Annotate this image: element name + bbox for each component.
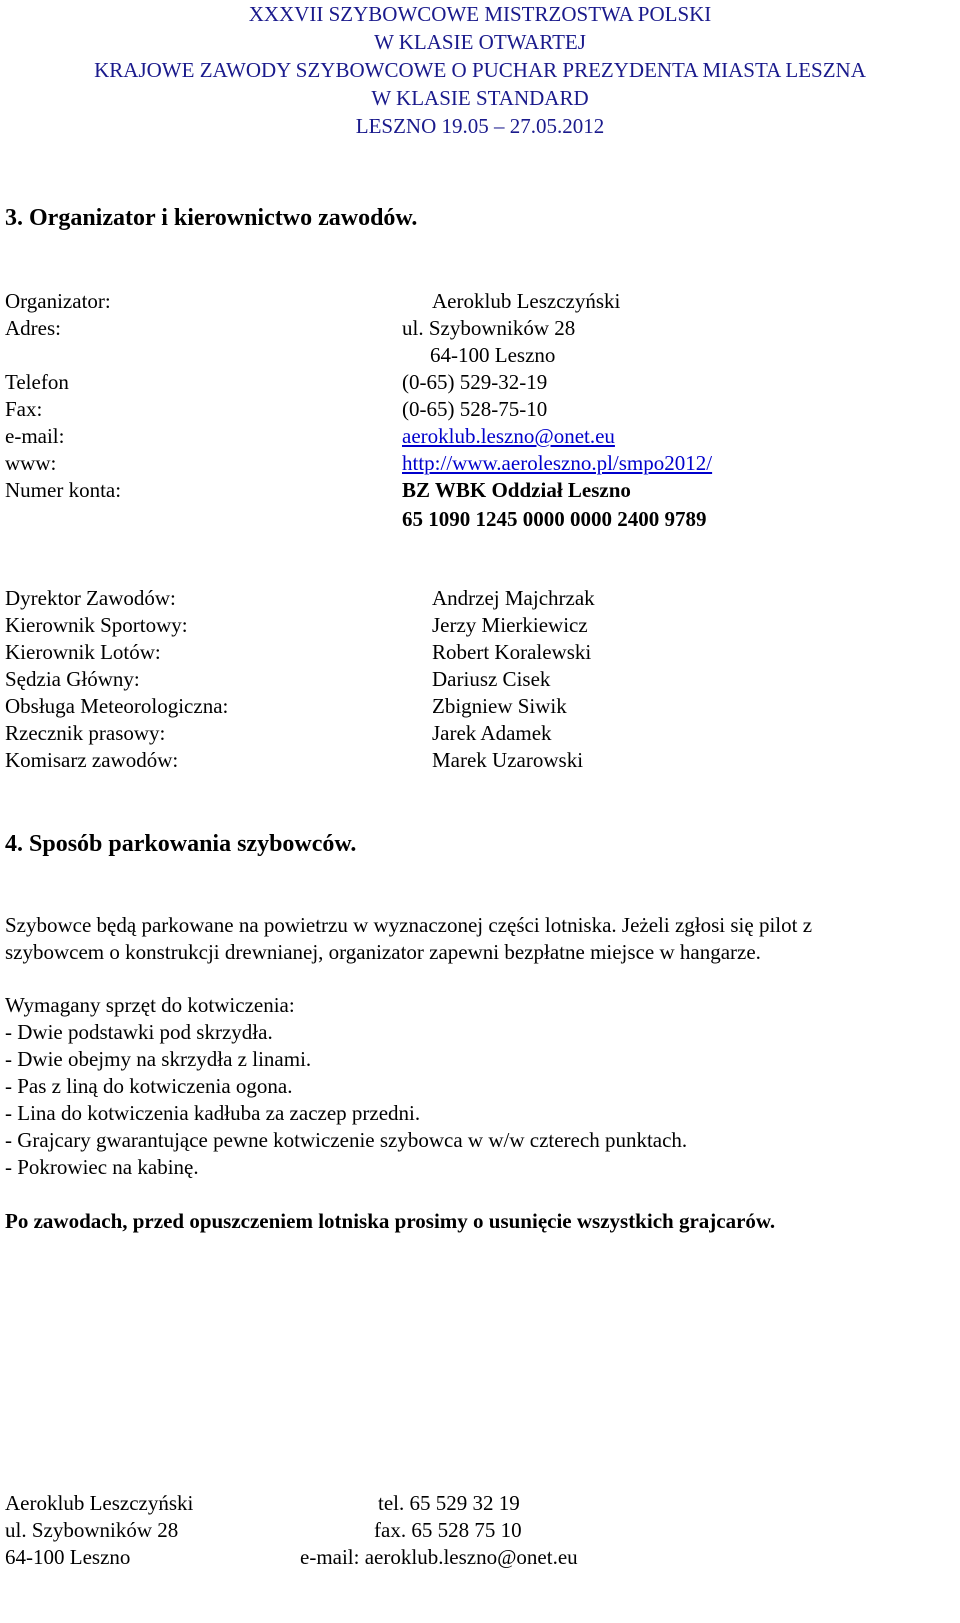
equipment-item: - Lina do kotwiczenia kadłuba za zaczep przedni. (5, 1101, 421, 1125)
organizer-value: Aeroklub Leszczyński (432, 289, 621, 313)
footer-fax: fax. 65 528 75 10 (374, 1518, 522, 1542)
account-label: Numer konta: (5, 478, 122, 502)
address-line-1: ul. Szybowników 28 (402, 316, 576, 340)
email-row (0, 422, 960, 450)
address-row-2 (0, 341, 960, 369)
staff-name: Dariusz Cisek (432, 667, 551, 691)
footer-name: Aeroklub Leszczyński (5, 1491, 194, 1515)
address-label: Adres: (5, 316, 61, 340)
fax-label: Fax: (5, 397, 43, 421)
equipment-item: - Grajcary gwarantujące pewne kotwiczenie szybowca w w/w czterech punktach. (5, 1128, 688, 1152)
closing-note: Po zawodach, przed opuszczeniem lotniska prosimy o usunięcie wszystkich grajcarów. (5, 1209, 776, 1233)
www-link[interactable]: http://www.aeroleszno.pl/smpo2012/ (402, 451, 713, 475)
header-line-2: W KLASIE OTWARTEJ (374, 30, 586, 54)
staff-role: Obsługa Meteorologiczna: (5, 694, 229, 718)
www-row (0, 449, 960, 477)
staff-row (0, 611, 960, 639)
organizer-label: Organizator: (5, 289, 111, 313)
phone-value: (0-65) 529-32-19 (402, 370, 548, 394)
footer-row-2 (0, 1516, 960, 1544)
account-number: 65 1090 1245 0000 0000 2400 9789 (402, 507, 707, 531)
header-line-1: XXXVII SZYBOWCOWE MISTRZOSTWA POLSKI (248, 2, 712, 26)
staff-row (0, 638, 960, 666)
staff-role: Kierownik Lotów: (5, 640, 161, 664)
footer-city: 64-100 Leszno (5, 1545, 131, 1569)
account-bank: BZ WBK Oddział Leszno (402, 478, 631, 502)
staff-row (0, 692, 960, 720)
paragraph-line-1: Szybowce będą parkowane na powietrzu w wyznaczonej części lotniska. Jeżeli zgłosi się pilot z (5, 913, 813, 937)
staff-role: Dyrektor Zawodów: (5, 586, 176, 610)
staff-row (0, 719, 960, 747)
equipment-title: Wymagany sprzęt do kotwiczenia: (5, 993, 295, 1017)
phone-label: Telefon (5, 370, 69, 394)
document-header (0, 0, 960, 140)
email-link[interactable]: aeroklub.leszno@onet.eu (402, 424, 615, 448)
footer-email: e-mail: aeroklub.leszno@onet.eu (300, 1545, 578, 1569)
staff-name: Andrzej Majchrzak (432, 586, 595, 610)
staff-role: Rzecznik prasowy: (5, 721, 166, 745)
footer-tel: tel. 65 529 32 19 (378, 1491, 520, 1515)
header-line-3: KRAJOWE ZAWODY SZYBOWCOWE O PUCHAR PREZYDENTA MIASTA LESZNA (94, 58, 866, 82)
staff-row (0, 746, 960, 774)
footer-street: ul. Szybowników 28 (5, 1518, 179, 1542)
fax-row (0, 395, 960, 423)
section-3-title: 3. Organizator i kierownictwo zawodów. (5, 205, 418, 231)
equipment-item: - Pas z liną do kotwiczenia ogona. (5, 1074, 293, 1098)
staff-role: Komisarz zawodów: (5, 748, 179, 772)
staff-role: Sędzia Główny: (5, 667, 140, 691)
header-line-4: W KLASIE STANDARD (371, 86, 589, 110)
footer-row-3 (0, 1543, 960, 1571)
equipment-item: - Dwie obejmy na skrzydła z linami. (5, 1047, 312, 1071)
account-number-row (0, 505, 960, 533)
header-line-5: LESZNO 19.05 – 27.05.2012 (355, 114, 605, 138)
organizer-row (0, 287, 960, 315)
www-label: www: (5, 451, 57, 475)
equipment-item: - Pokrowiec na kabinę. (5, 1155, 199, 1179)
phone-row (0, 368, 960, 396)
staff-name: Jerzy Mierkiewicz (432, 613, 588, 637)
staff-name: Robert Koralewski (432, 640, 592, 664)
staff-row (0, 665, 960, 693)
equipment-item: - Dwie podstawki pod skrzydła. (5, 1020, 273, 1044)
staff-name: Marek Uzarowski (432, 748, 584, 772)
staff-role: Kierownik Sportowy: (5, 613, 188, 637)
account-row (0, 476, 960, 504)
staff-name: Zbigniew Siwik (432, 694, 567, 718)
email-label: e-mail: (5, 424, 65, 448)
staff-row (0, 584, 960, 612)
paragraph-line-2: szybowcem o konstrukcji drewnianej, organizator zapewni bezpłatne miejsce w hangarze. (5, 940, 761, 964)
fax-value: (0-65) 528-75-10 (402, 397, 548, 421)
staff-name: Jarek Adamek (432, 721, 552, 745)
address-row (0, 314, 960, 342)
footer-row-1 (0, 1489, 960, 1517)
section-4-title: 4. Sposób parkowania szybowców. (5, 831, 357, 857)
address-line-2: 64-100 Leszno (430, 343, 556, 367)
